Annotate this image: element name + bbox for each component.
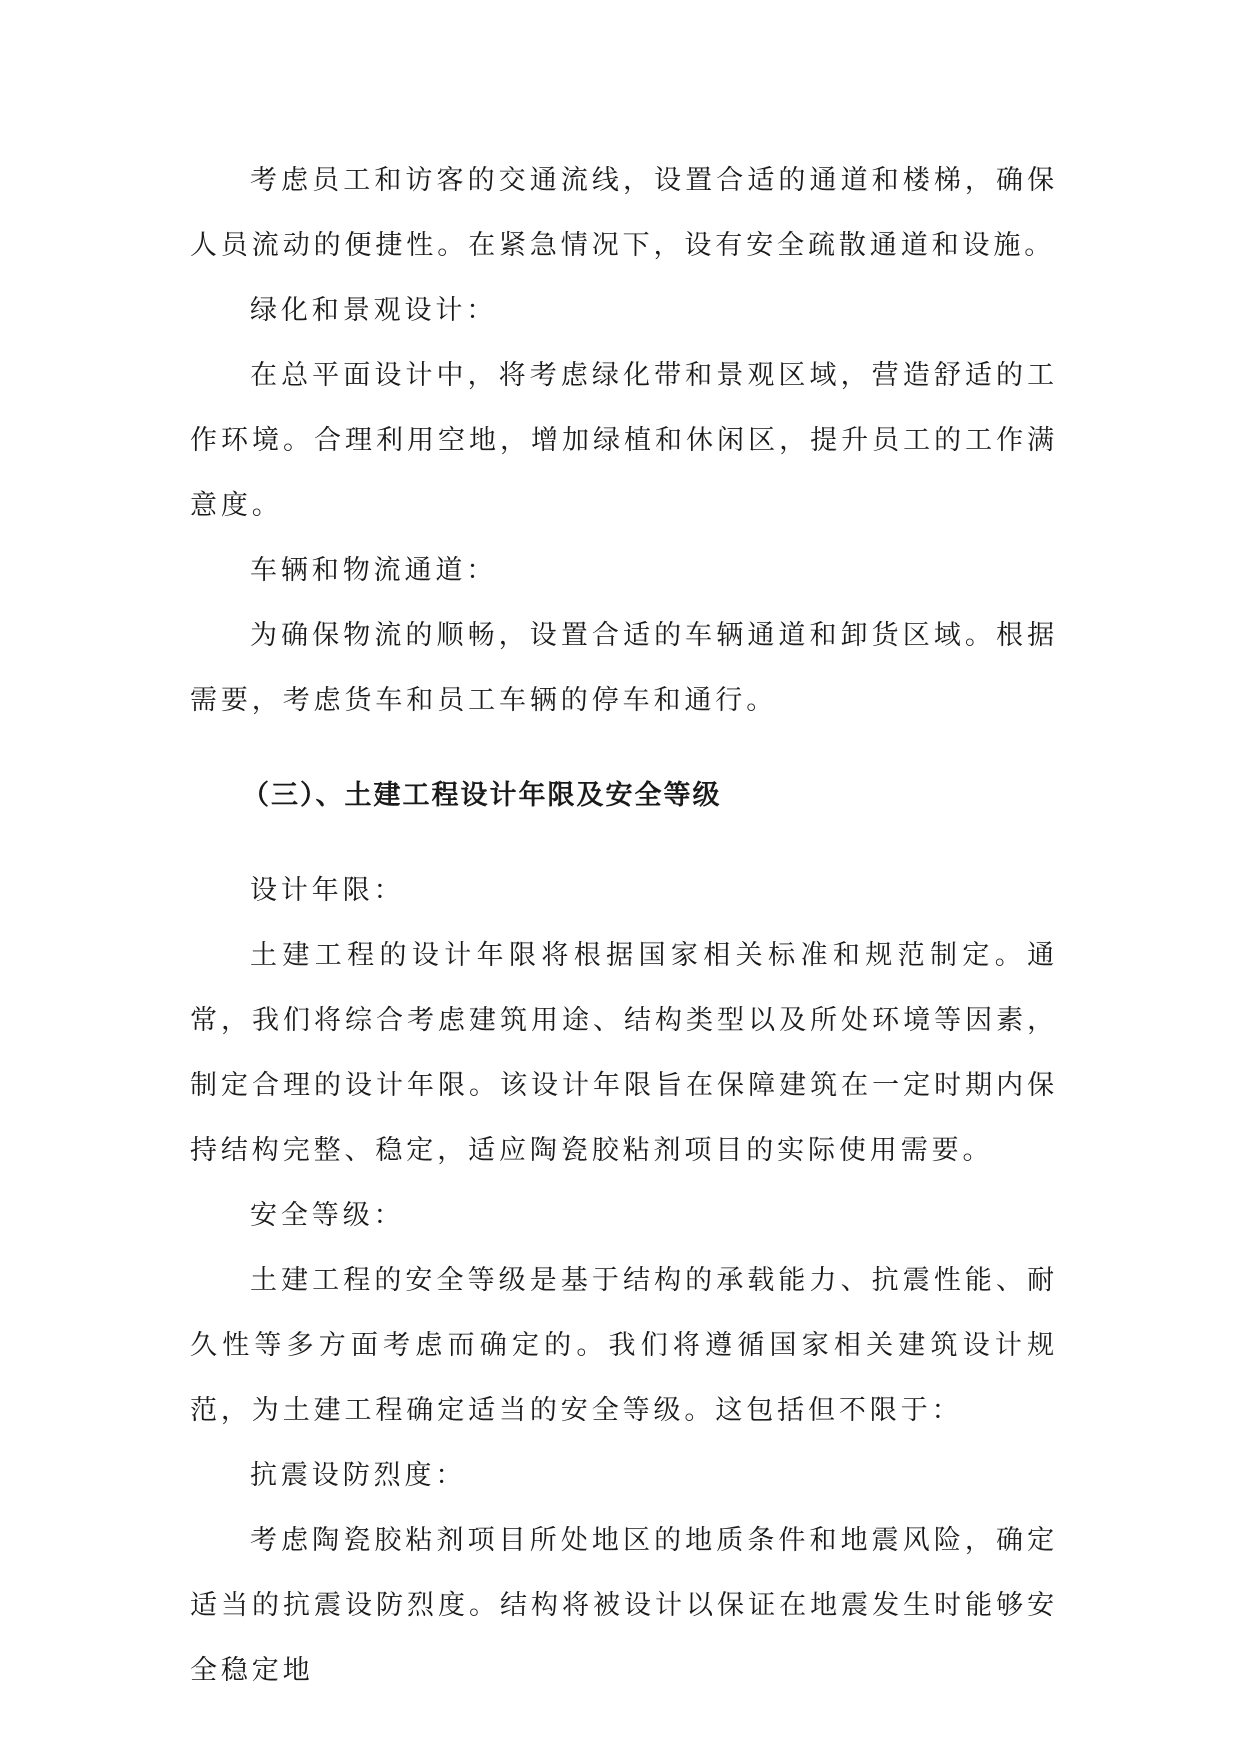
paragraph-landscape: 在总平面设计中，将考虑绿化带和景观区域，营造舒适的工作环境。合理利用空地，增加绿植和休闲区，提升员工的工作满意度。 (190, 360, 1058, 521)
label-vehicle-logistics: 车辆和物流通道： (250, 555, 498, 586)
paragraph-design-life: 土建工程的设计年限将根据国家相关标准和规范制定。通常，我们将综合考虑建筑用途、结构类型以及所处环境等因素，制定合理的设计年限。该设计年限旨在保障建筑在一定时期内保持结构完整、稳定，适应陶瓷胶粘剂项目的实际使用需要。 (190, 940, 1058, 1166)
label-design-life: 设计年限： (250, 875, 405, 906)
paragraph-safety-grade: 土建工程的安全等级是基于结构的承载能力、抗震性能、耐久性等多方面考虑而确定的。我们将遵循国家相关建筑设计规范，为土建工程确定适当的安全等级。这包括但不限于： (190, 1265, 1058, 1426)
paragraph-circulation: 考虑员工和访客的交通流线，设置合适的通道和楼梯，确保人员流动的便捷性。在紧急情况下，设有安全疏散通道和设施。 (190, 165, 1058, 261)
paragraph-vehicle-logistics: 为确保物流的顺畅，设置合适的车辆通道和卸货区域。根据需要，考虑货车和员工车辆的停车和通行。 (190, 620, 1058, 716)
paragraph-seismic-intensity: 考虑陶瓷胶粘剂项目所处地区的地质条件和地震风险，确定适当的抗震设防烈度。结构将被设计以保证在地震发生时能够安全稳定地 (190, 1525, 1058, 1686)
label-seismic-intensity: 抗震设防烈度： (250, 1460, 467, 1491)
page-content (190, 148, 1058, 1703)
section-heading: （三）、土建工程设计年限及安全等级 (242, 780, 722, 811)
label-safety-grade: 安全等级： (250, 1200, 405, 1231)
label-landscape-design: 绿化和景观设计： (250, 295, 498, 326)
